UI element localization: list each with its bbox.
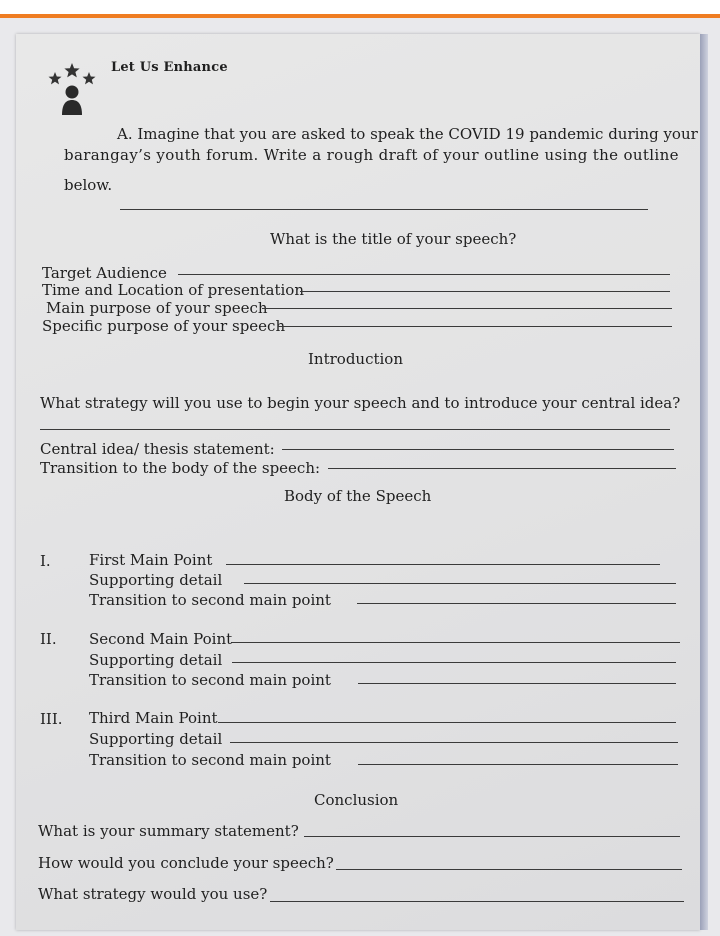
conclusion-heading: Conclusion xyxy=(314,791,399,809)
target-audience-label: Target Audience xyxy=(42,264,167,282)
point-1-detail-label: Supporting detail xyxy=(89,571,223,589)
point-2-numeral: II. xyxy=(40,630,57,648)
section-title: Let Us Enhance xyxy=(111,60,228,75)
point-1-transition-label: Transition to second main point xyxy=(89,591,331,609)
body-heading: Body of the Speech xyxy=(284,487,432,505)
transition-body-line xyxy=(328,468,676,469)
conclude-question: How would you conclude your speech? xyxy=(38,854,334,872)
strategy-question: What strategy will you use to begin your speech and to introduce your central idea? xyxy=(40,394,681,412)
transition-body-label: Transition to the body of the speech: xyxy=(40,459,321,477)
point-1-main-line xyxy=(226,564,660,565)
point-2-transition-line xyxy=(358,683,676,684)
point-3-transition-line xyxy=(358,764,678,765)
title-blank-line xyxy=(120,209,648,210)
specific-purpose-line xyxy=(278,326,672,327)
point-3-detail-line xyxy=(230,742,678,743)
point-2-main-line xyxy=(232,642,680,643)
title-question: What is the title of your speech? xyxy=(270,230,517,248)
strategy-use-line xyxy=(270,901,684,902)
stars-person-icon xyxy=(46,62,98,116)
central-idea-line xyxy=(282,449,674,450)
time-location-label: Time and Location of presentation xyxy=(42,281,304,299)
point-1-transition-line xyxy=(357,603,676,604)
instruction-line-2: barangay’s youth forum. Write a rough draft of your outline using the outline xyxy=(64,146,679,164)
point-3-main-line xyxy=(218,722,676,723)
strategy-line xyxy=(40,429,670,430)
introduction-heading: Introduction xyxy=(308,350,403,368)
point-1-main-label: First Main Point xyxy=(89,551,213,569)
point-1-detail-line xyxy=(244,583,676,584)
main-purpose-label: Main purpose of your speech xyxy=(46,299,268,317)
point-3-numeral: III. xyxy=(40,710,63,728)
strategy-use-question: What strategy would you use? xyxy=(38,885,268,903)
specific-purpose-label: Specific purpose of your speech xyxy=(42,317,286,335)
summary-line xyxy=(304,836,680,837)
point-2-main-label: Second Main Point xyxy=(89,630,233,648)
instruction-line-3: below. xyxy=(64,176,113,194)
summary-question: What is your summary statement? xyxy=(38,822,299,840)
conclude-line xyxy=(336,869,682,870)
time-location-line xyxy=(300,291,670,292)
point-2-transition-label: Transition to second main point xyxy=(89,671,331,689)
top-bar xyxy=(0,0,720,18)
instruction-line-1: A. Imagine that you are asked to speak the COVID 19 pandemic during your xyxy=(117,125,698,143)
target-audience-line xyxy=(178,274,670,275)
book-spine xyxy=(700,34,708,930)
point-2-detail-line xyxy=(232,662,676,663)
point-2-detail-label: Supporting detail xyxy=(89,651,223,669)
point-1-numeral: I. xyxy=(40,552,51,570)
main-purpose-line xyxy=(262,308,672,309)
point-3-main-label: Third Main Point xyxy=(89,709,218,727)
central-idea-label: Central idea/ thesis statement: xyxy=(40,440,275,458)
point-3-transition-label: Transition to second main point xyxy=(89,751,331,769)
point-3-detail-label: Supporting detail xyxy=(89,730,223,748)
